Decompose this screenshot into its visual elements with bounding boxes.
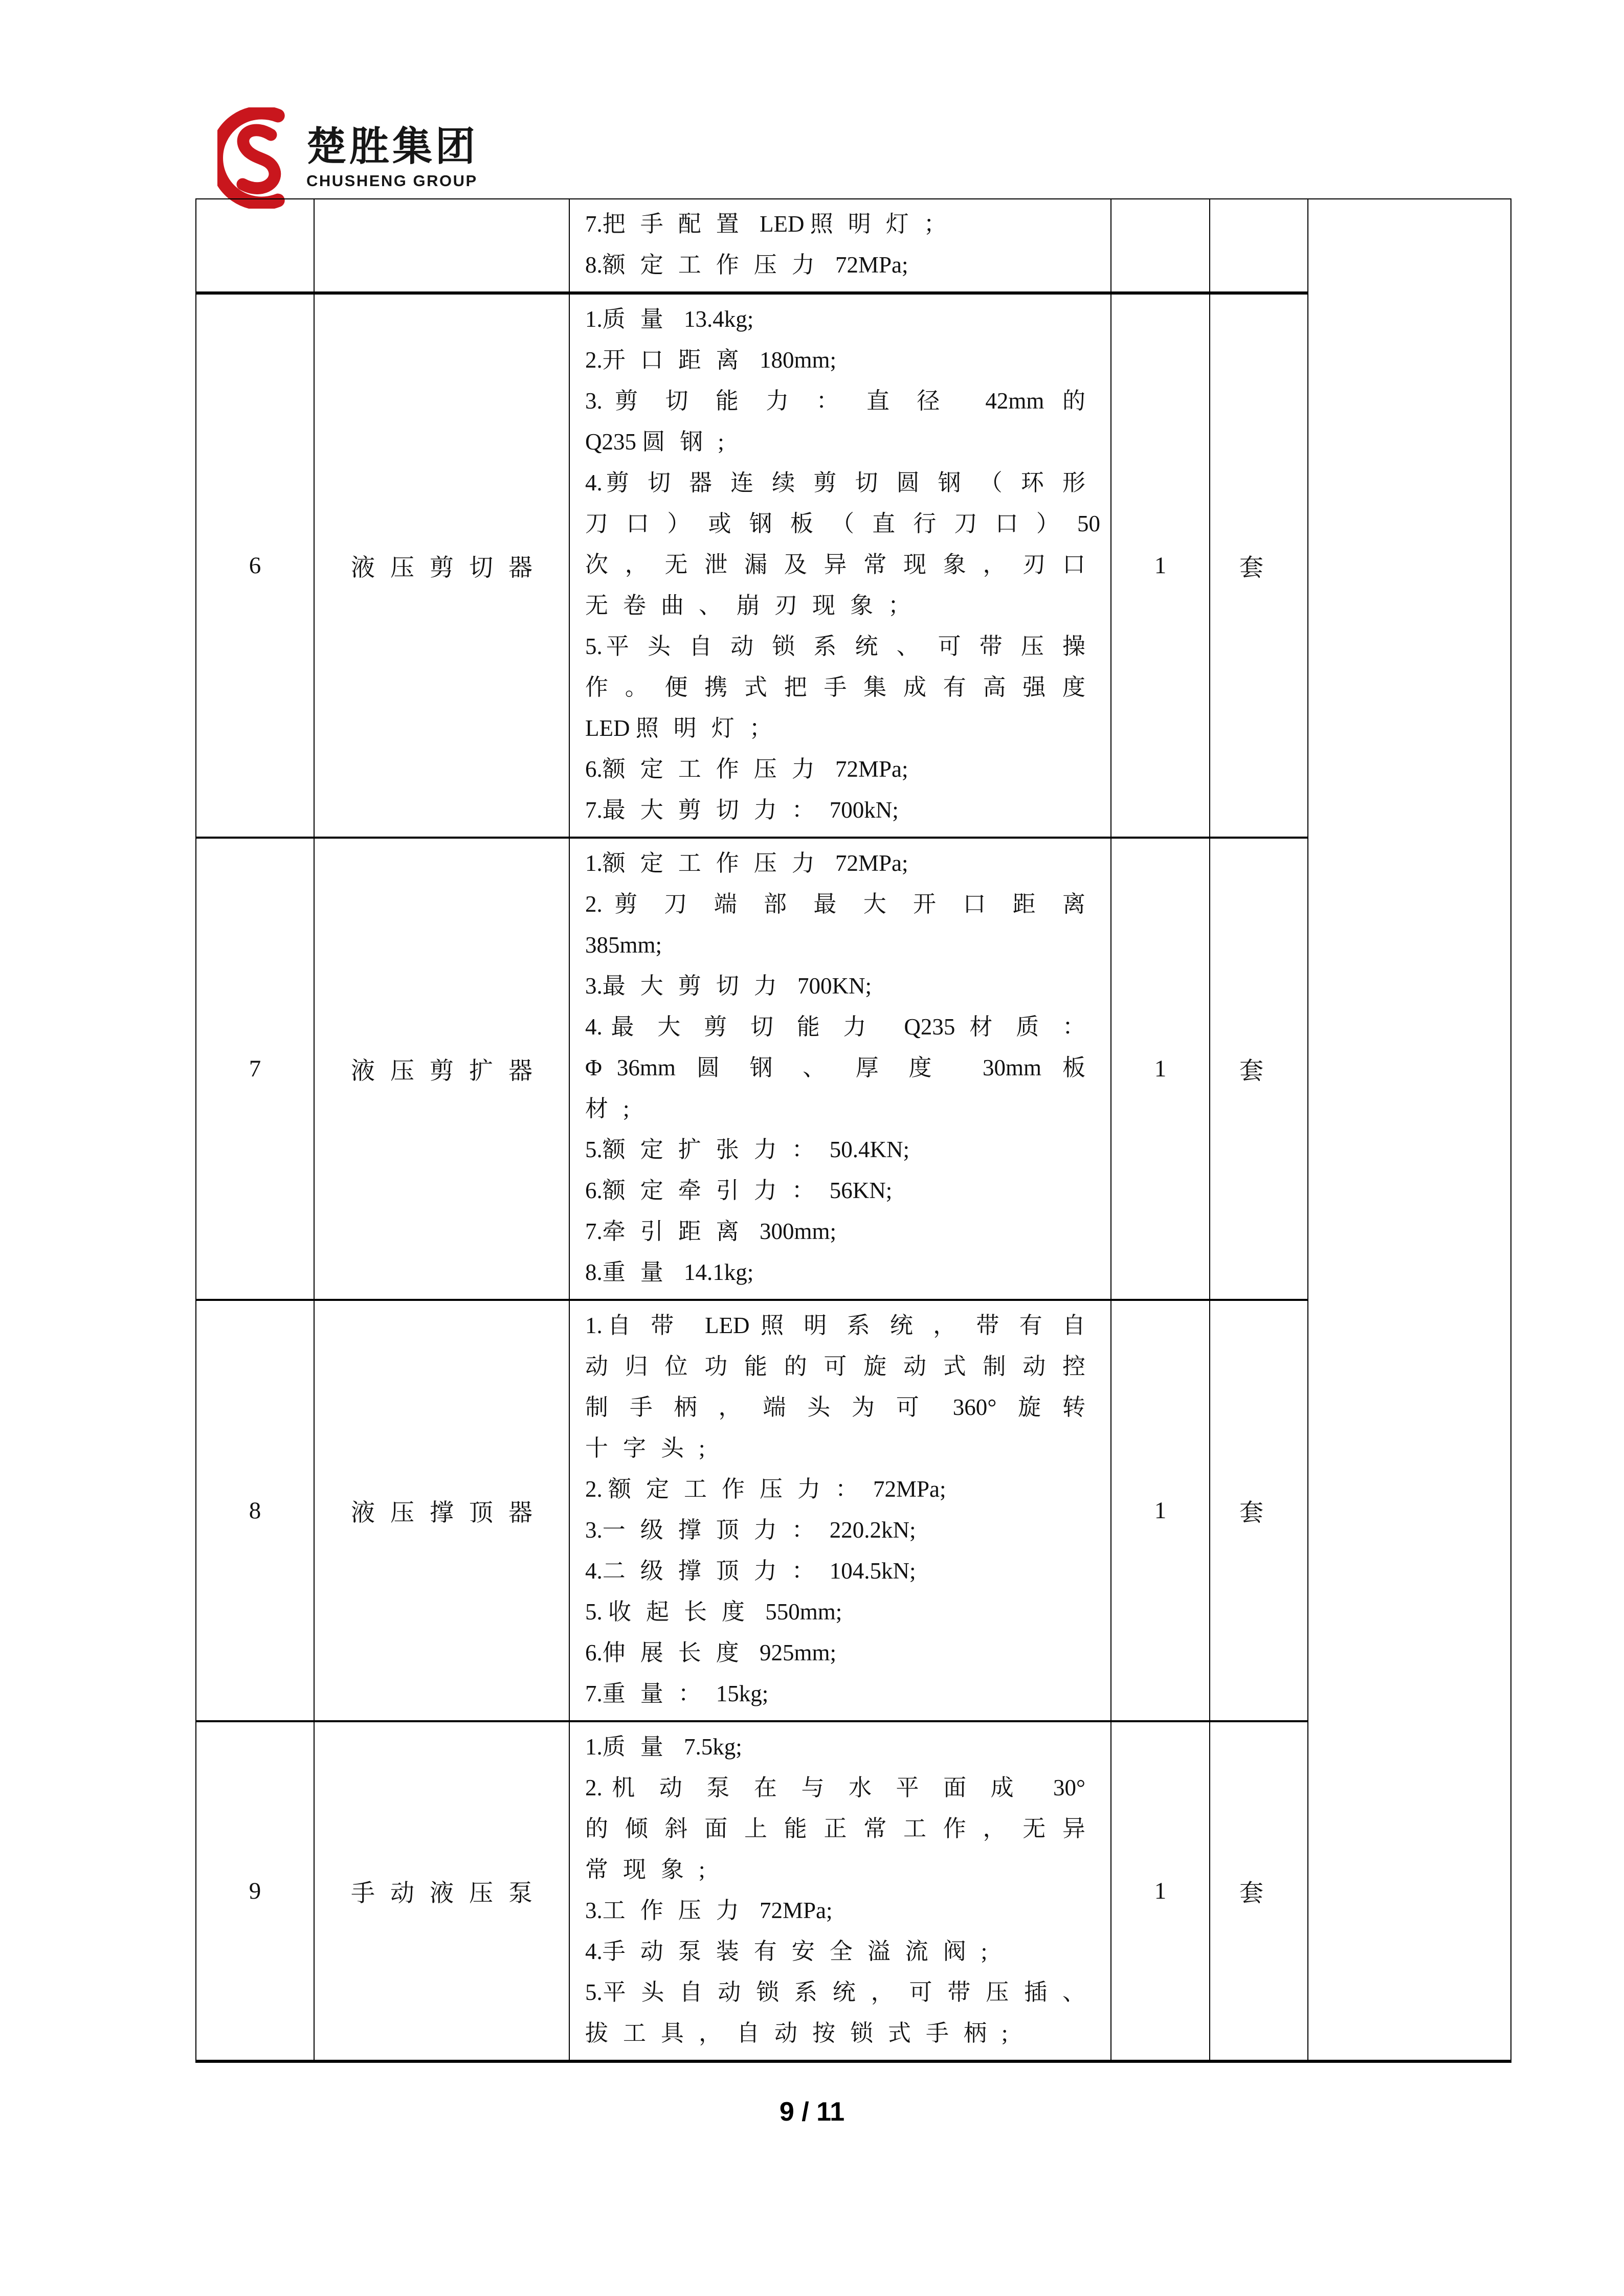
spec-line: 5.额定扩张力：50.4KN;	[585, 1137, 910, 1162]
spec-line: 2.开口距离 180mm;	[585, 347, 837, 373]
quantity-cell: 1	[1110, 1720, 1209, 2060]
spec-line: 3.剪切能力：直径 42mm 的	[585, 388, 1100, 414]
spec-line: 8.额定工作压力 72MPa;	[585, 252, 908, 278]
spec-line: 4.剪切器连续剪切圆钢（环形	[585, 470, 1100, 496]
spec-cell	[569, 199, 1110, 291]
row-number-cell: 9	[196, 1720, 314, 2060]
equipment-spec-table	[195, 198, 1511, 2063]
unit-cell: 套	[1209, 1299, 1307, 1720]
row-number-cell: 8	[196, 1299, 314, 1720]
item-name-cell: 液压剪扩器	[314, 837, 569, 1299]
company-name-cn: 楚胜集团	[306, 124, 479, 169]
item-name-cell: 液压撑顶器	[314, 1299, 569, 1720]
spec-cell	[569, 291, 1110, 837]
spec-cell	[569, 1299, 1110, 1720]
spec-line: 7.重量：15kg;	[585, 1681, 769, 1706]
spec-line: 2. 额定工作压力：72MPa;	[585, 1476, 946, 1502]
spec-line: 1.质量 7.5kg;	[585, 1734, 742, 1760]
page-number: 9 / 11	[779, 2097, 845, 2127]
spec-cell	[569, 1720, 1110, 2060]
item-name-cell: 液压剪切器	[314, 291, 569, 837]
spec-line: 2.剪刀端部最大开口距离	[585, 891, 1100, 917]
spec-line: 制手柄，端头为可 360°旋转	[585, 1394, 1100, 1420]
spec-line: 十字头;	[585, 1435, 705, 1461]
chusheng-logo-icon	[217, 107, 293, 209]
spec-line: 动归位功能的可旋动式制动控	[585, 1354, 1100, 1379]
spec-line: 的倾斜面上能正常工作，无异	[585, 1816, 1100, 1841]
spec-line: 8.重量 14.1kg;	[585, 1259, 754, 1285]
unit-cell: 套	[1209, 837, 1307, 1299]
spec-line: 4.二级撑顶力：104.5kN;	[585, 1558, 916, 1584]
spec-cell	[569, 837, 1110, 1299]
unit-cell	[1209, 199, 1307, 291]
spec-line: 1.额定工作压力 72MPa;	[585, 850, 908, 876]
spec-line: 385mm;	[585, 932, 662, 958]
spec-line: 3.工作压力 72MPa;	[585, 1898, 833, 1923]
spec-line: 5.平头自动锁系统、可带压操	[585, 634, 1100, 659]
row-number-cell: 7	[196, 837, 314, 1299]
unit-cell: 套	[1209, 291, 1307, 837]
item-name-cell	[314, 199, 569, 291]
spec-line: Q235 圆钢;	[585, 429, 724, 455]
spec-line: 5.平头自动锁系统，可带压插、	[585, 1979, 1100, 2005]
spec-line: 作。便携式把手集成有高强度	[585, 674, 1100, 700]
row-number-cell	[196, 199, 314, 291]
spec-line: 2.机动泵在与水平面成 30°	[585, 1775, 1100, 1800]
spec-line: 3.最大剪切力 700KN;	[585, 973, 872, 999]
company-logo	[217, 107, 478, 209]
company-logo-text	[306, 126, 478, 190]
spec-line: 7.最大剪切力：700kN;	[585, 797, 899, 823]
spec-line: LED 照明灯；	[585, 715, 787, 741]
unit-cell: 套	[1209, 1720, 1307, 2060]
spec-line: 6.额定牵引力：56KN;	[585, 1178, 893, 1203]
spec-line: 3.一级撑顶力：220.2kN;	[585, 1517, 916, 1543]
spec-line: 1.自带 LED 照明系统，带有自	[585, 1313, 1100, 1338]
spec-line: 材;	[585, 1096, 630, 1121]
spec-line: Φ36mm 圆钢、厚度 30mm 板	[585, 1055, 1100, 1081]
quantity-cell: 1	[1110, 1299, 1209, 1720]
spec-line: 6.额定工作压力 72MPa;	[585, 756, 908, 782]
row-number-cell: 6	[196, 291, 314, 837]
spec-line: 刀口）或钢板（直行刀口）50	[585, 511, 1100, 536]
spec-line: 次，无泄漏及异常现象，刃口	[585, 552, 1100, 577]
item-name-cell: 手动液压泵	[314, 1720, 569, 2060]
spec-line: 4.最大剪切能力 Q235 材质：	[585, 1014, 1100, 1040]
spec-line: 7.把手配置 LED 照明灯；	[585, 211, 962, 237]
quantity-cell	[1110, 199, 1209, 291]
spec-line: 无卷曲、崩刃现象；	[585, 593, 926, 618]
company-name-en: CHUSHENG GROUP	[306, 171, 478, 190]
spec-line: 6.伸展长度 925mm;	[585, 1640, 837, 1665]
spec-line: 5. 收起长度 550mm;	[585, 1599, 842, 1625]
quantity-cell: 1	[1110, 291, 1209, 837]
spec-line: 常现象;	[585, 1857, 705, 1882]
spec-line: 拔工具，自动按锁式手柄;	[585, 2020, 1008, 2046]
spec-line: 4.手动泵装有安全溢流阀;	[585, 1939, 988, 1964]
quantity-cell: 1	[1110, 837, 1209, 1299]
remarks-cell	[1307, 199, 1512, 2060]
spec-line: 7.牵引距离 300mm;	[585, 1219, 837, 1244]
spec-line: 1.质量 13.4kg;	[585, 306, 754, 332]
